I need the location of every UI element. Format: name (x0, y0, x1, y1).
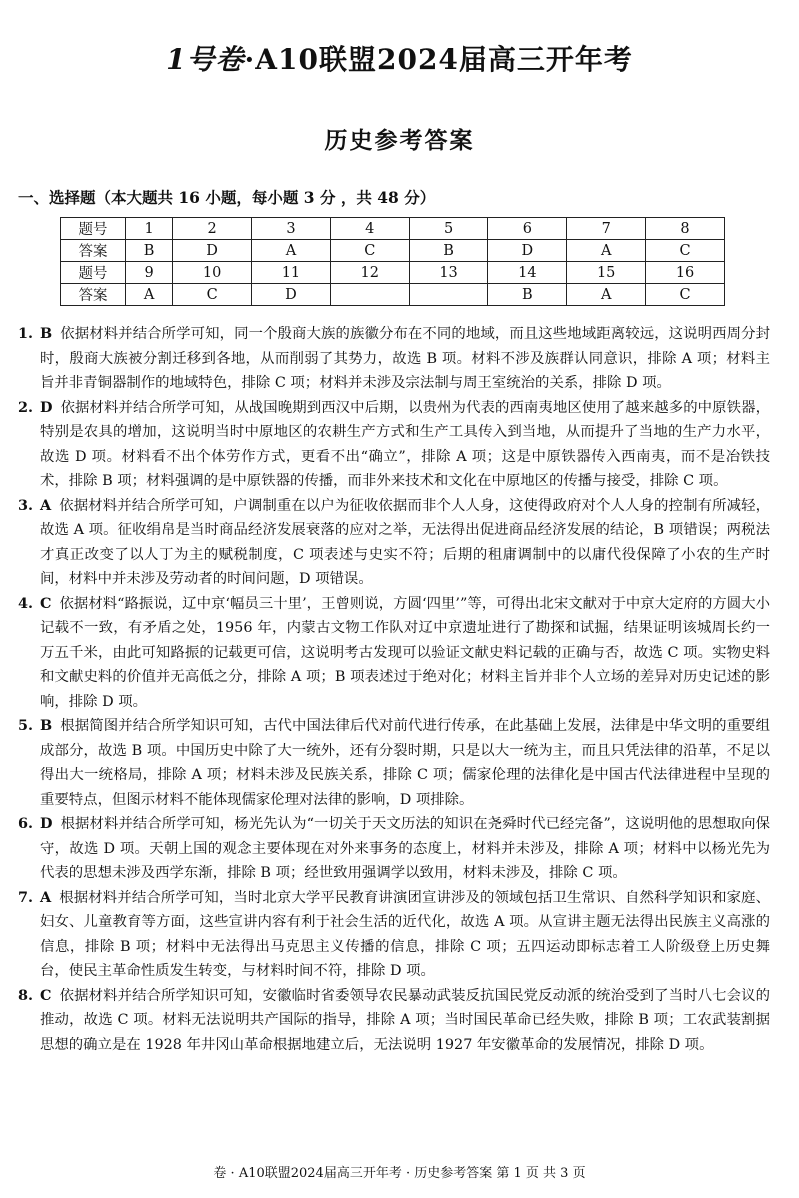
title-separator: · (244, 43, 256, 76)
item-text: 依据材料并结合所学可知，户调制重在以户为征收依据而非个人人身，这使得政府对个人人身的控制有所减轻，故选 A 项。征收绢帛是当时商品经济发展衰落的应对之举，无法得出促进商品经济发展的结论，B 项错误；两税法才真正改变了以人丁为主的赋税制度，C 项表述与史实不符；后期的租庸调制中的以庸代役保障了小农的生产时间，材料中并未涉及劳动者的时间问题，D 项错误。 (40, 497, 770, 587)
item-answer: D (40, 815, 53, 832)
item-number: 6. (18, 815, 34, 832)
answer-explanations (18, 322, 770, 1057)
question-number: 6 (488, 218, 567, 240)
question-number: 2 (173, 218, 252, 240)
explanation-item (18, 494, 770, 592)
answer-cell: B (409, 240, 488, 262)
item-answer: B (40, 325, 53, 342)
explanation-item (18, 396, 770, 494)
answer-cell: A (567, 240, 646, 262)
header (0, 38, 799, 78)
question-number: 12 (330, 262, 409, 284)
question-number: 4 (330, 218, 409, 240)
answer-cell: B (126, 240, 173, 262)
question-number: 5 (409, 218, 488, 240)
item-text: 根据简图并结合所学知识可知，古代中国法律后代对前代进行传承，在此基础上发展，法律是中华文明的重要组成部分，故选 B 项。中国历史中除了大一统外，还有分裂时期，只是以大一统为主，而且只凭法律的沿革，不足以得出大一统格局，排除 A 项；材料未涉及民族关系，排除 C 项；儒家伦理的法律化是中国古代法律进程中呈现的重要特点，但图示材料不能体现儒家伦理对法律的影响，D 项排除。 (40, 718, 770, 808)
item-answer: B (40, 717, 53, 734)
answer-cell: A (567, 284, 646, 306)
question-number: 11 (252, 262, 331, 284)
question-number: 3 (252, 218, 331, 240)
item-answer: A (40, 496, 52, 514)
answer-cell: C (173, 284, 252, 306)
question-number: 7 (567, 218, 646, 240)
question-number: 14 (488, 262, 567, 284)
explanation-item (18, 322, 770, 396)
answer-cell: C (646, 240, 725, 262)
exam-name: A10联盟2024届高三开年考 (255, 43, 633, 76)
exam-title (166, 43, 633, 76)
item-text: 依据材料“路振说，辽中京‘幅员三十里’，王曾则说，方圆‘四里’”等，可得出北宋文献对于中京大定府的方圆大小记载不一致，有矛盾之处，1956 年，内蒙古文物工作队对辽中京遗址进行了勘探和试掘，结果证明该城周长约一万五千米，由此可知路振的记载更可信，这说明考古发现可以验证文献史料记载的正确与否，故选 C 项。实物史料和文献史料的价值并无高低之分，排除 A 项；B 项表述过于绝对化；材料主旨并非个人立场的差异对历史记述的影响，排除 D 项。 (40, 595, 770, 710)
item-number: 7. (18, 888, 34, 906)
exam-logo: 1号卷 (166, 43, 245, 76)
row-label-question: 题号 (61, 262, 126, 284)
question-number: 13 (409, 262, 488, 284)
question-number: 10 (173, 262, 252, 284)
answer-cell: C (646, 284, 725, 306)
item-answer: C (40, 594, 52, 612)
answer-cell: D (173, 240, 252, 262)
row-label-answer: 答案 (61, 284, 126, 306)
explanation-item (18, 984, 770, 1058)
item-text: 依据材料并结合所学可知，同一个殷商大族的族徽分布在不同的地域，而且这些地域距离较远，这说明西周分封时，殷商大族被分割迁移到各地，从而削弱了其势力，故选 B 项。材料不涉及族群认同意识，排除 A 项；材料主旨并非青铜器制作的地域特色，排除 C 项；材料并未涉及宗法制与周王室统治的关系，排除 D 项。 (40, 326, 770, 391)
item-number: 8. (18, 986, 34, 1004)
answer-cell: B (488, 284, 567, 306)
question-number: 9 (126, 262, 173, 284)
question-number: 15 (567, 262, 646, 284)
explanation-item (18, 886, 770, 984)
question-row-2 (61, 262, 725, 284)
item-answer: D (40, 398, 53, 416)
answer-row-2 (61, 284, 725, 306)
answer-cell: D (252, 284, 331, 306)
item-number: 2. (18, 398, 34, 416)
answer-cell: C (330, 240, 409, 262)
row-label-answer: 答案 (61, 240, 126, 262)
answer-cell (330, 284, 409, 306)
item-number: 4. (18, 594, 34, 612)
item-number: 3. (18, 496, 34, 514)
item-text: 根据材料并结合所学可知，杨光先认为“一切关于天文历法的知识在尧舜时代已经完备”，这说明他的思想取向保守，故选 D 项。天朝上国的观念主要体现在对外来事务的态度上，材料并未涉及，排除 A 项；材料中以杨光先为代表的思想未涉及西学东渐，排除 B 项；经世致用强调学以致用，材料未涉及，排除 C 项。 (40, 816, 770, 881)
explanation-item (18, 812, 770, 886)
question-number: 8 (646, 218, 725, 240)
page-footer: 卷 · A10联盟2024届高三开年考 · 历史参考答案 第 1 页 共 3 页 (213, 1166, 586, 1181)
item-number: 5. (18, 717, 34, 734)
explanation-item (18, 714, 770, 812)
item-text: 依据材料并结合所学知识可知，安徽临时省委领导农民暴动武装反抗国民党反动派的统治受到了当时八七会议的推动，故选 C 项。材料无法说明共产国际的指导，排除 A 项；当时国民革命已经失败，排除 B 项；工农武装割据思想的确立是在 1928 年井冈山革命根据地建立后，无法说明 1927 年安徽革命的发展情况，排除 D 项。 (40, 987, 770, 1053)
answer-cell: A (126, 284, 173, 306)
answer-table (60, 217, 725, 306)
answer-cell (409, 284, 488, 306)
row-label-question: 题号 (61, 218, 126, 240)
answer-row-1 (61, 240, 725, 262)
item-text: 根据材料并结合所学可知，当时北京大学平民教育讲演团宣讲涉及的领域包括卫生常识、自然科学知识和家庭、妇女、儿童教育等方面，这些宣讲内容有利于社会生活的近代化，故选 A 项。从宣讲主题无法得出民族主义高涨的信息，排除 B 项；材料中无法得出马克思主义传播的信息，排除 C 项；五四运动即标志着工人阶级登上历史舞台，使民主革命性质发生转变，与材料时间不符，排除 D 项。 (40, 889, 770, 979)
document-title: 历史参考答案 (324, 127, 475, 154)
item-text: 依据材料并结合所学可知，从战国晚期到西汉中后期，以贵州为代表的西南夷地区使用了越来越多的中原铁器，特别是农具的增加，这说明当时中原地区的农耕生产方式和生产工具传入到当地，从而提升了当地的生产力水平，故选 D 项。材料看不出个体劳作方式，更看不出“确立”，排除 A 项；这是中原铁器传入西南夷，而不是冶铁技术，排除 B 项；材料强调的是中原铁器的传播，而非外来技术和文化在中原地区的传播与接受，排除 C 项。 (40, 399, 770, 489)
answer-cell: A (252, 240, 331, 262)
explanation-item (18, 592, 770, 715)
question-number: 16 (646, 262, 725, 284)
item-answer: C (40, 986, 52, 1004)
question-number: 1 (126, 218, 173, 240)
item-answer: A (40, 888, 52, 906)
section-heading: 一、选择题（本大题共 16 小题，每小题 3 分 ，共 48 分） (18, 188, 436, 207)
answer-cell: D (488, 240, 567, 262)
question-row-1 (61, 218, 725, 240)
item-number: 1. (18, 325, 34, 342)
